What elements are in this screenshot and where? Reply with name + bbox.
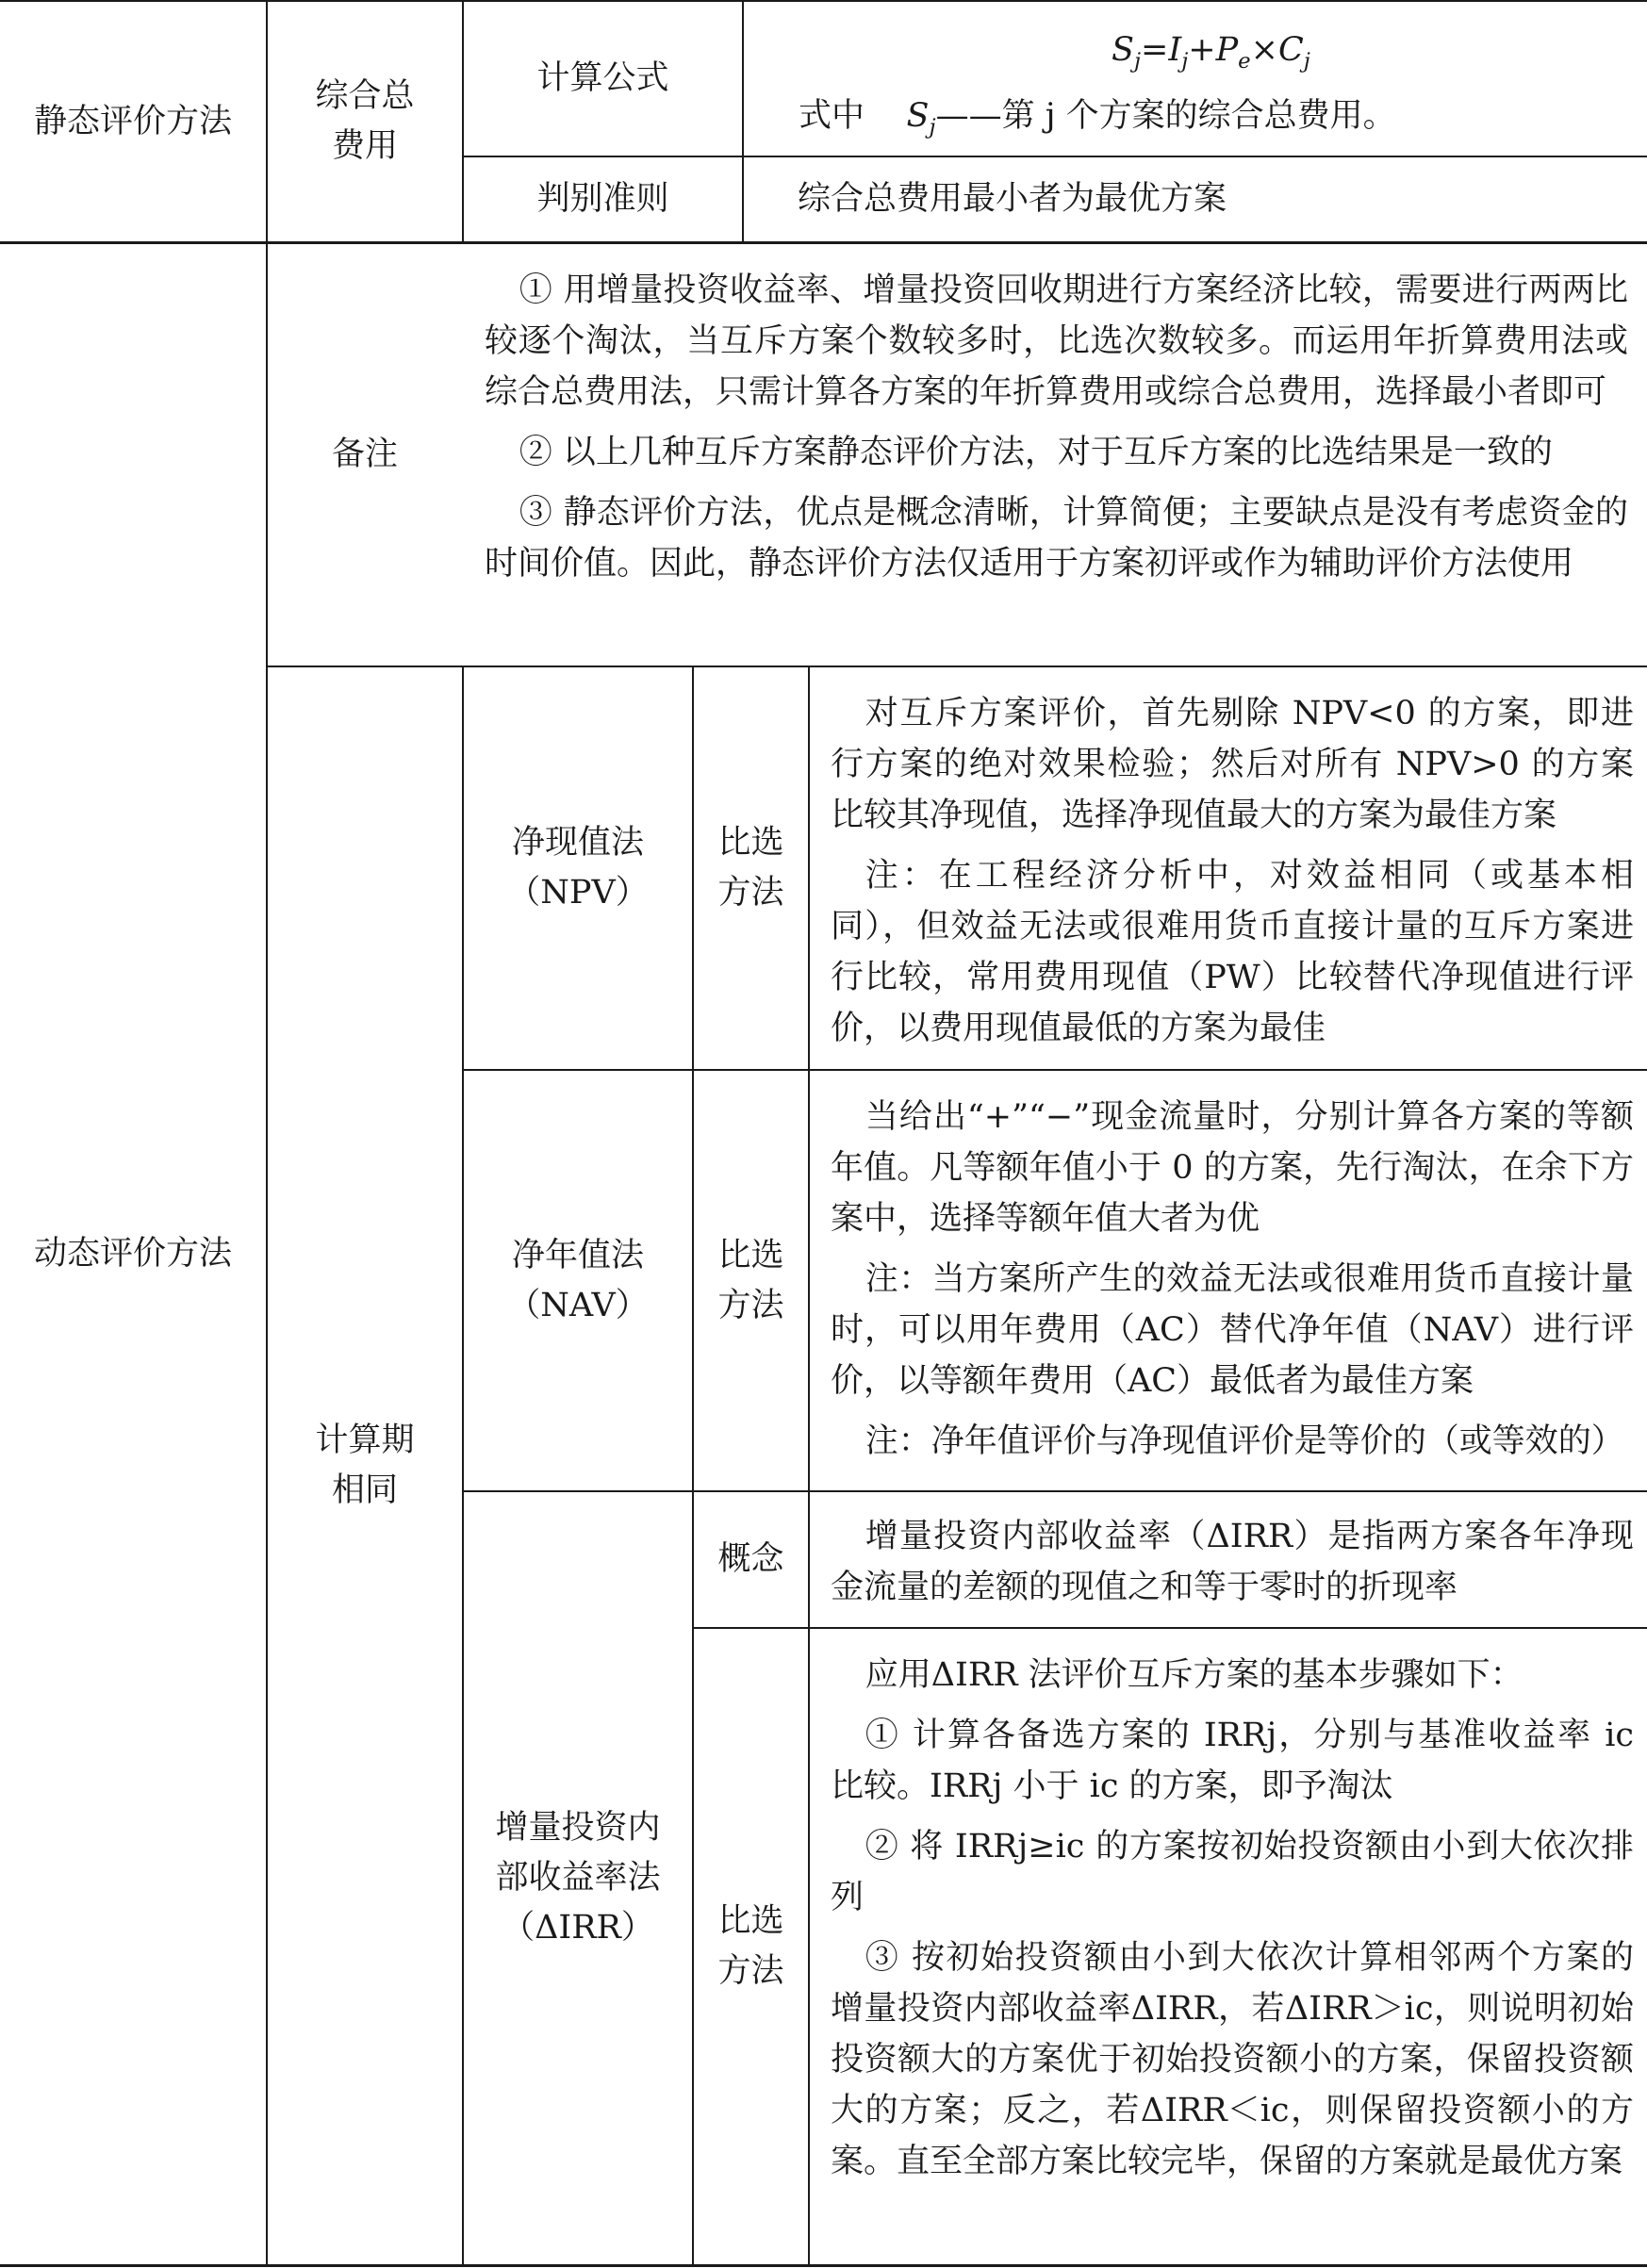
npv-aspect-cell xyxy=(694,667,808,1069)
formula-note-prefix: 式中 xyxy=(799,97,865,135)
table-bottom-border xyxy=(0,2264,1647,2267)
irr-aspect-cell xyxy=(694,1629,808,2264)
irr-step-1: ① 计算各备选方案的 IRRj，分别与基准收益率 ic 比较。IRRj 小于 ic 的方案，即予淘汰 xyxy=(831,1717,1634,1805)
irr-concept-body xyxy=(810,1505,1647,1627)
nav-body xyxy=(810,1086,1647,1490)
criterion-label: 判别准则 xyxy=(536,180,669,218)
formula: $S_j=I_j+P_e\times C_j$ xyxy=(1112,31,1310,74)
formula-cell xyxy=(744,2,1647,156)
method-total-cost xyxy=(268,2,462,241)
irr-name: 增量投资内部收益率法（ΔIRR） xyxy=(495,1809,661,1947)
npv-aspect: 比选方法 xyxy=(717,824,784,912)
nav-aspect: 比选方法 xyxy=(717,1236,784,1324)
irr-concept-label: 概念 xyxy=(717,1540,784,1578)
formula-label-cell xyxy=(464,2,742,156)
nav-name: 净年值法（NAV） xyxy=(507,1236,649,1324)
category-dynamic-label: 动态评价方法 xyxy=(33,1235,232,1273)
irr-concept-label-cell xyxy=(694,1492,808,1627)
irr-step-3: ③ 按初始投资额由小到大依次计算相邻两个方案的增量投资内部收益率ΔIRR，若ΔIRR＞ic，则说明初始投资额大的方案优于初始投资额小的方案，保留投资额大的方案；反之，若ΔIRR＜ic，则保留投资额小的方案。直至全部方案比较完毕，保留的方案就是最优方案 xyxy=(831,1939,1634,2180)
nav-aspect-cell xyxy=(694,1071,808,1490)
category-dynamic xyxy=(0,244,266,2264)
criterion-label-cell xyxy=(464,157,742,241)
irr-step-2: ② 将 IRRj≥ic 的方案按初始投资额由小到大依次排列 xyxy=(831,1828,1634,1916)
npv-name-cell xyxy=(464,667,692,1069)
npv-text-2: 注：在工程经济分析中，对效益相同（或基本相同），但效益无法或很难用货币直接计量的互斥方案进行比较，常用费用现值（PW）比较替代净现值进行评价，以费用现值最低的方案为最佳 xyxy=(831,857,1634,1047)
category-static xyxy=(0,2,266,241)
nav-text-1: 当给出“+”“−”现金流量时，分别计算各方案的等额年值。凡等额年值小于 0 的方案，先行淘汰，在余下方案中，选择等额年值大者为优 xyxy=(831,1098,1634,1238)
irr-name-cell xyxy=(464,1492,692,2264)
npv-name: 净现值法（NPV） xyxy=(507,824,649,912)
npv-body xyxy=(810,682,1647,1069)
divider-concept-steps xyxy=(692,1627,1647,1629)
remarks-label: 备注 xyxy=(331,436,398,473)
formula-note-text: ——第 j 个方案的综合总费用。 xyxy=(935,97,1396,135)
method-total-cost-label: 综合总费用 xyxy=(315,77,415,165)
nav-text-3: 注：净年值评价与净现值评价是等价的（或等效的） xyxy=(865,1422,1624,1460)
period-same-cell xyxy=(268,667,462,2264)
period-same-label: 计算期相同 xyxy=(315,1422,415,1509)
irr-aspect: 比选方法 xyxy=(717,1902,784,1990)
formula-note: 式中 $S_j——$第 j 个方案的综合总费用。 xyxy=(799,97,1396,140)
remark-1: ① 用增量投资收益率、增量投资回收期进行方案经济比较，需要进行两两比较逐个淘汰，当互斥方案个数较多时，比选次数较多。而运用年折算费用法或综合总费用法，只需计算各方案的年折算费用或综合总费用，选择最小者即可 xyxy=(485,271,1628,411)
nav-name-cell xyxy=(464,1071,692,1490)
remark-3: ③ 静态评价方法，优点是概念清晰，计算简便；主要缺点是没有考虑资金的时间价值。因此，静态评价方法仅适用于方案初评或作为辅助评价方法使用 xyxy=(485,494,1628,583)
category-static-label: 静态评价方法 xyxy=(33,102,232,140)
nav-text-2: 注：当方案所产生的效益无法或很难用货币直接计量时，可以用年费用（AC）替代净年值（NAV）进行评价，以等额年费用（AC）最低者为最佳方案 xyxy=(831,1260,1634,1400)
remarks-body xyxy=(464,259,1647,666)
irr-steps-body xyxy=(810,1644,1647,2264)
formula-label: 计算公式 xyxy=(536,59,669,97)
irr-concept-text: 增量投资内部收益率（ΔIRR）是指两方案各年净现金流量的差额的现值之和等于零时的折现率 xyxy=(831,1518,1634,1606)
npv-text-1: 对互斥方案评价，首先剔除 NPV<0 的方案，即进行方案的绝对效果检验；然后对所有 NPV>0 的方案比较其净现值，选择净现值最大的方案为最佳方案 xyxy=(831,695,1634,834)
irr-step-intro: 应用ΔIRR 法评价互斥方案的基本步骤如下： xyxy=(865,1656,1523,1694)
remarks-label-cell xyxy=(268,244,462,666)
remark-2: ② 以上几种互斥方案静态评价方法，对于互斥方案的比选结果是一致的 xyxy=(519,434,1553,471)
criterion-cell xyxy=(744,157,1647,241)
criterion-text: 综合总费用最小者为最优方案 xyxy=(798,180,1227,218)
